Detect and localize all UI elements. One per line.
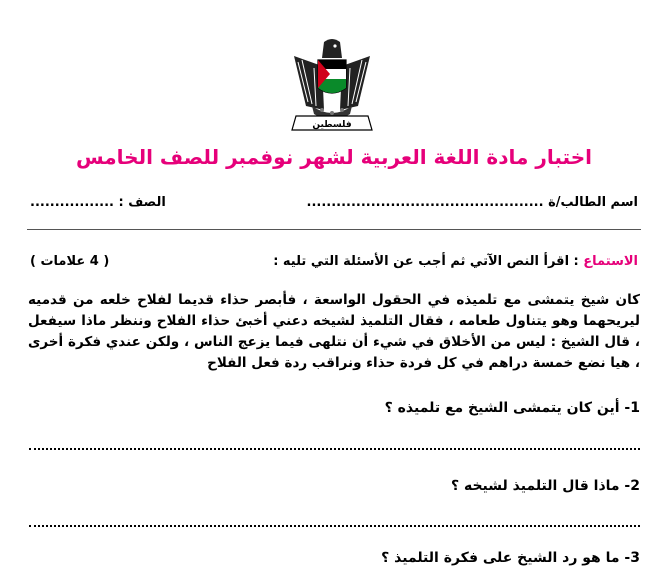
page-title: اختبار مادة اللغة العربية لشهر نوفمبر للصف الخامس: [76, 145, 592, 169]
section-header: [30, 254, 638, 269]
emblem-text: فلسطين: [312, 120, 352, 130]
question-3: 3- ما هو رد الشيخ على فكرة التلميذ ؟: [381, 550, 640, 566]
answer-line-2[interactable]: [29, 525, 640, 527]
answer-line-1[interactable]: [29, 448, 640, 450]
student-info-row: [30, 195, 638, 210]
palestine-emblem-icon: [284, 36, 380, 134]
student-name-field[interactable]: اسم الطالب/ة ................................................: [306, 195, 638, 210]
reading-passage: كان شيخ يتمشى مع تلميذه في الحقول الواسعة ، فأبصر حذاء قديما لفلاح خلعه من قدميه ليريحهما وهو يتناول طعامه ، فقال التلميذ لشيخه دعني أخبئ حذاء الفلاح وننظر ماذا سيفعل ، قال الشيخ : ليس من الأخلاق في شيء أن نتلهى فيما يزعج الناس ، ولكن عندي فكرة أخرى ، هيا نضع خمسة دراهم في كل فردة حذاء ونراقب ردة فعل الفلاح: [28, 292, 640, 371]
question-2: 2- ماذا قال التلميذ لشيخه ؟: [450, 478, 640, 494]
marks-badge: ( 4 علامات ): [30, 254, 110, 269]
class-field[interactable]: الصف : .................: [30, 195, 166, 210]
instruction-text: : اقرأ النص الآتي ثم أجب عن الأسئلة التي تليه :: [273, 254, 584, 269]
divider: [27, 229, 641, 230]
listening-label: الاستماع: [583, 254, 638, 269]
question-1: 1- أين كان يتمشى الشيخ مع تلميذه ؟: [384, 400, 640, 416]
section-instruction-line: [273, 254, 638, 269]
